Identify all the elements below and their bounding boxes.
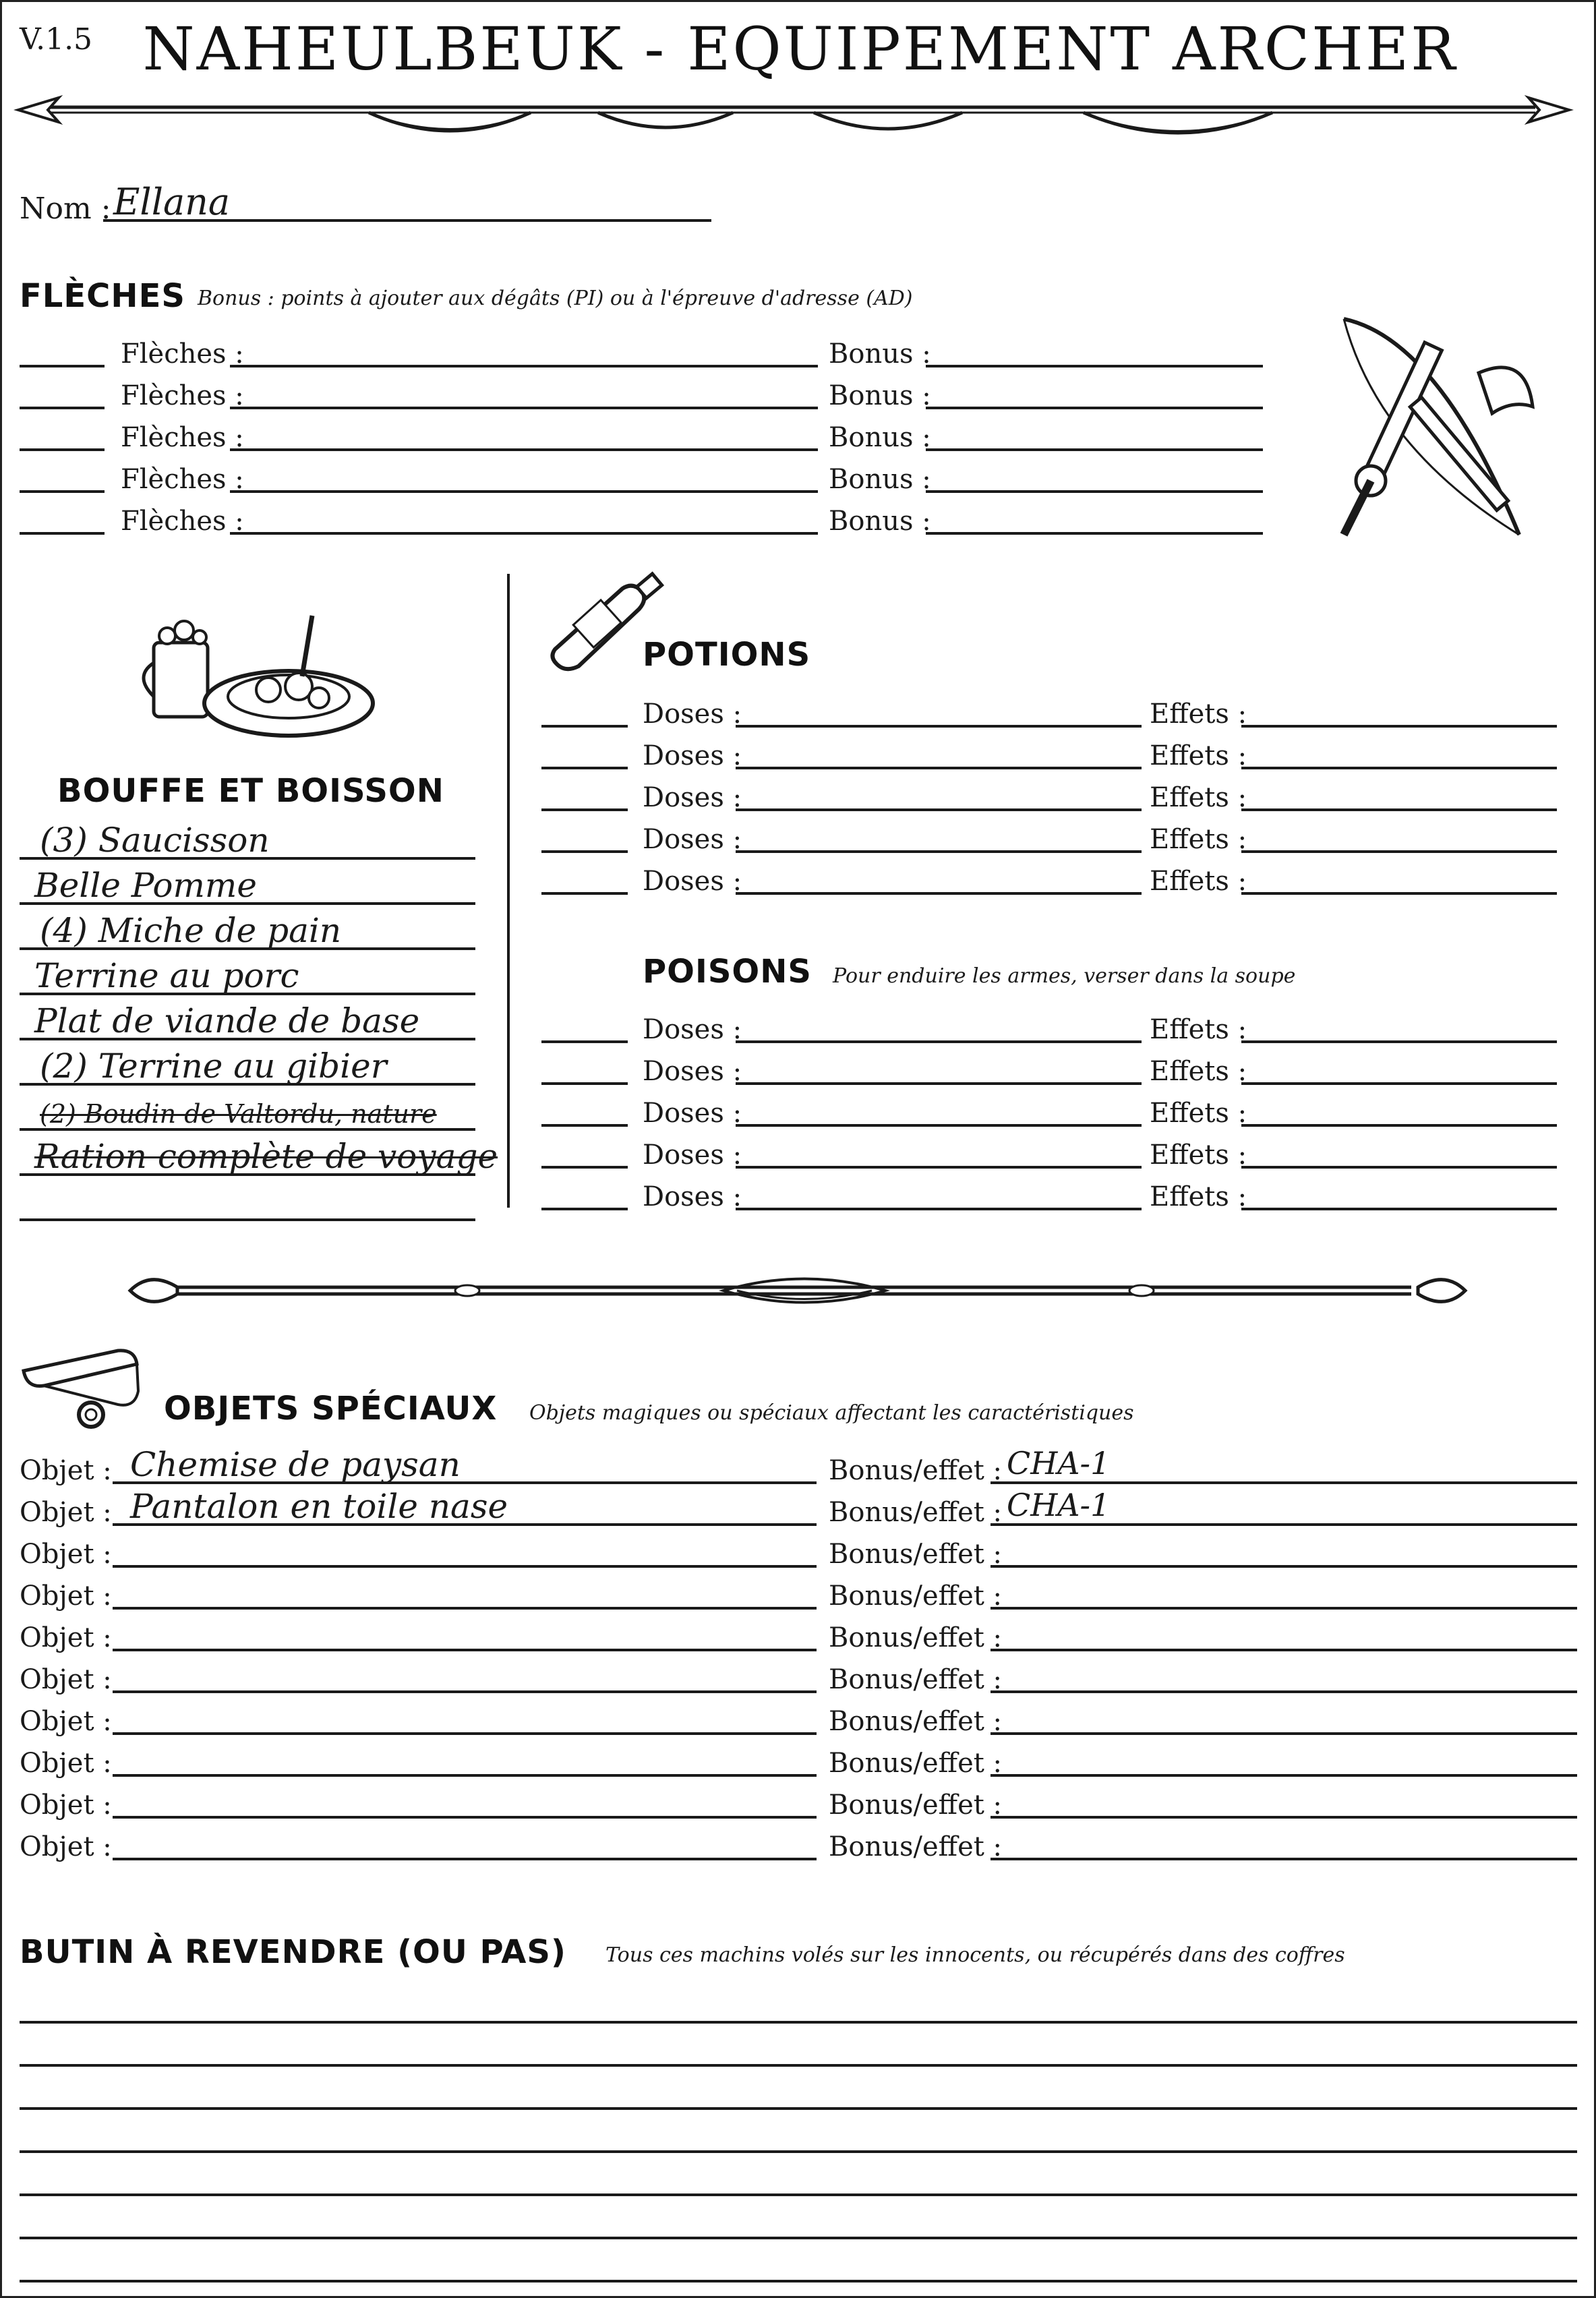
potions-doses-field[interactable]: [736, 725, 1142, 728]
poisons-doses-field[interactable]: [736, 1166, 1142, 1169]
bouffe-heading: BOUFFE ET BOISSON: [57, 772, 444, 810]
objet-field[interactable]: [113, 1858, 817, 1860]
objet-value[interactable]: Chemise de paysan: [130, 1445, 461, 1484]
potions-doses-label: Doses :: [643, 740, 742, 771]
poisons-qty-field[interactable]: [541, 1208, 628, 1210]
bonus-effet-field[interactable]: [991, 1607, 1577, 1610]
name-field[interactable]: Ellana: [113, 181, 231, 223]
version-label: V.1.5: [20, 22, 93, 57]
bouffe-item[interactable]: (2) Terrine au gibier: [40, 1047, 387, 1086]
objet-label: Objet :: [20, 1539, 112, 1570]
bonus-effet-label: Bonus/effet :: [829, 1455, 1003, 1486]
potions-effets-field[interactable]: [1241, 767, 1557, 769]
potions-qty-field[interactable]: [541, 892, 628, 895]
bonus-effet-label: Bonus/effet :: [829, 1581, 1003, 1612]
fleches-bonus-label: Bonus :: [829, 380, 931, 411]
column-separator: [507, 574, 510, 1208]
bonus-effet-label: Bonus/effet :: [829, 1664, 1003, 1695]
fleches-bonus-field[interactable]: [926, 448, 1263, 451]
poisons-heading: POISONS: [643, 953, 812, 991]
objet-field[interactable]: [113, 1774, 817, 1777]
potions-effets-label: Effets :: [1150, 699, 1247, 730]
bonus-effet-field[interactable]: [991, 1690, 1577, 1693]
potions-effets-field[interactable]: [1241, 725, 1557, 728]
scroll-and-ring-icon: [17, 1344, 158, 1432]
objet-field[interactable]: [113, 1607, 817, 1610]
potions-qty-field[interactable]: [541, 850, 628, 853]
bonus-effet-label: Bonus/effet :: [829, 1831, 1003, 1862]
potions-effets-field[interactable]: [1241, 850, 1557, 853]
objet-field[interactable]: [113, 1565, 817, 1568]
butin-line[interactable]: [20, 2193, 1577, 2196]
name-label: Nom :: [20, 192, 111, 226]
poisons-effets-label: Effets :: [1150, 1098, 1247, 1129]
objet-field[interactable]: [113, 1732, 817, 1735]
poisons-qty-field[interactable]: [541, 1124, 628, 1127]
butin-note: Tous ces machins volés sur les innocents, ou récupérés dans des coffres: [605, 1943, 1345, 1967]
fleches-qty-field[interactable]: [20, 490, 105, 493]
fleches-bonus-label: Bonus :: [829, 422, 931, 453]
fleches-bonus-field[interactable]: [926, 365, 1263, 367]
poisons-doses-field[interactable]: [736, 1040, 1142, 1043]
potions-qty-field[interactable]: [541, 725, 628, 728]
crossed-weapons-icon: [1317, 312, 1560, 555]
butin-heading: BUTIN À REVENDRE (OU PAS): [20, 1933, 566, 1971]
poisons-doses-field[interactable]: [736, 1124, 1142, 1127]
bonus-effet-field[interactable]: [991, 1732, 1577, 1735]
potions-effets-field[interactable]: [1241, 892, 1557, 895]
potions-doses-label: Doses :: [643, 866, 742, 897]
fleches-qty-field[interactable]: [20, 365, 105, 367]
objet-label: Objet :: [20, 1581, 112, 1612]
potions-doses-label: Doses :: [643, 699, 742, 730]
potions-doses-label: Doses :: [643, 824, 742, 855]
fleches-name-field[interactable]: [230, 407, 818, 409]
fleches-label: Flèches :: [121, 338, 244, 370]
poisons-doses-label: Doses :: [643, 1181, 742, 1212]
bouffe-line[interactable]: [20, 1218, 475, 1221]
potions-effets-label: Effets :: [1150, 782, 1247, 813]
fleches-bonus-field[interactable]: [926, 532, 1263, 535]
potions-qty-field[interactable]: [541, 767, 628, 769]
objet-field[interactable]: [113, 1649, 817, 1651]
bonus-effet-label: Bonus/effet :: [829, 1706, 1003, 1737]
poisons-effets-field[interactable]: [1241, 1124, 1557, 1127]
potions-doses-label: Doses :: [643, 782, 742, 813]
fleches-qty-field[interactable]: [20, 407, 105, 409]
bonus-effet-label: Bonus/effet :: [829, 1539, 1003, 1570]
potions-doses-field[interactable]: [736, 892, 1142, 895]
bonus-effet-field[interactable]: [991, 1565, 1577, 1568]
bonus-effet-label: Bonus/effet :: [829, 1497, 1003, 1528]
poisons-doses-label: Doses :: [643, 1140, 742, 1171]
objet-label: Objet :: [20, 1497, 112, 1528]
poisons-effets-label: Effets :: [1150, 1056, 1247, 1087]
bouffe-item[interactable]: (4) Miche de pain: [40, 911, 342, 950]
fleches-name-field[interactable]: [230, 448, 818, 451]
butin-line[interactable]: [20, 2107, 1577, 2110]
objets-heading: OBJETS SPÉCIAUX: [164, 1390, 498, 1427]
bonus-effet-field[interactable]: [991, 1523, 1577, 1526]
bonus-effet-label: Bonus/effet :: [829, 1748, 1003, 1779]
page-title: NAHEULBEUK - EQUIPEMENT ARCHER: [142, 14, 1458, 84]
poisons-effets-field[interactable]: [1241, 1040, 1557, 1043]
potions-doses-field[interactable]: [736, 850, 1142, 853]
poisons-qty-field[interactable]: [541, 1040, 628, 1043]
poisons-effets-label: Effets :: [1150, 1014, 1247, 1045]
fleches-bonus-field[interactable]: [926, 407, 1263, 409]
poisons-effets-label: Effets :: [1150, 1181, 1247, 1212]
poisons-qty-field[interactable]: [541, 1082, 628, 1085]
bonus-effet-field[interactable]: [991, 1816, 1577, 1819]
poisons-effets-field[interactable]: [1241, 1166, 1557, 1169]
fleches-note: Bonus : points à ajouter aux dégâts (PI) ou à l'épreuve d'adresse (AD): [198, 287, 913, 310]
objets-note: Objets magiques ou spéciaux affectant les caractéristiques: [529, 1401, 1134, 1425]
bouffe-item[interactable]: Belle Pomme: [34, 866, 257, 905]
potions-effets-label: Effets :: [1150, 824, 1247, 855]
bonus-effet-field[interactable]: [991, 1858, 1577, 1860]
fleches-heading: FLÈCHES: [20, 277, 185, 315]
fleches-bonus-label: Bonus :: [829, 338, 931, 370]
potions-effets-label: Effets :: [1150, 866, 1247, 897]
bonus-effet-field[interactable]: [991, 1481, 1577, 1484]
fleches-name-field[interactable]: [230, 490, 818, 493]
bonus-effet-value[interactable]: CHA-1: [1007, 1445, 1111, 1481]
bouffe-item[interactable]: Plat de viande de base: [34, 1001, 420, 1040]
objet-field[interactable]: [113, 1690, 817, 1693]
poisons-note: Pour enduire les armes, verser dans la soupe: [833, 964, 1296, 988]
fleches-qty-field[interactable]: [20, 448, 105, 451]
potions-qty-field[interactable]: [541, 808, 628, 811]
bonus-effet-field[interactable]: [991, 1649, 1577, 1651]
butin-line[interactable]: [20, 2150, 1577, 2153]
potions-doses-field[interactable]: [736, 808, 1142, 811]
food-and-beer-icon: [140, 602, 383, 744]
objet-label: Objet :: [20, 1748, 112, 1779]
bouffe-item[interactable]: (2) Boudin de Valtordu, nature: [40, 1099, 437, 1129]
objet-field[interactable]: [113, 1816, 817, 1819]
bouffe-item[interactable]: Ration complète de voyage: [34, 1137, 498, 1176]
poisons-doses-field[interactable]: [736, 1082, 1142, 1085]
butin-line[interactable]: [20, 2280, 1577, 2282]
bouffe-item[interactable]: Terrine au porc: [34, 956, 299, 995]
objet-label: Objet :: [20, 1664, 112, 1695]
fleches-name-field[interactable]: [230, 532, 818, 535]
objet-value[interactable]: Pantalon en toile nase: [130, 1487, 508, 1526]
poisons-doses-label: Doses :: [643, 1098, 742, 1129]
poisons-effets-field[interactable]: [1241, 1208, 1557, 1210]
butin-line[interactable]: [20, 2021, 1577, 2024]
objet-label: Objet :: [20, 1831, 112, 1862]
fleches-label: Flèches :: [121, 380, 244, 411]
objet-label: Objet :: [20, 1455, 112, 1486]
fleches-bonus-label: Bonus :: [829, 464, 931, 495]
potions-heading: POTIONS: [643, 636, 811, 674]
fleches-label: Flèches :: [121, 506, 244, 537]
poisons-doses-label: Doses :: [643, 1056, 742, 1087]
bouffe-item[interactable]: (3) Saucisson: [40, 821, 270, 860]
bonus-effet-value[interactable]: CHA-1: [1007, 1487, 1111, 1523]
butin-line[interactable]: [20, 2237, 1577, 2239]
potions-effets-label: Effets :: [1150, 740, 1247, 771]
fleches-qty-field[interactable]: [20, 532, 105, 535]
poisons-effets-field[interactable]: [1241, 1082, 1557, 1085]
fleches-bonus-label: Bonus :: [829, 506, 931, 537]
fleches-name-field[interactable]: [230, 365, 818, 367]
fleches-bonus-field[interactable]: [926, 490, 1263, 493]
fleches-label: Flèches :: [121, 422, 244, 453]
arrow-divider-icon: [18, 88, 1569, 142]
poisons-effets-label: Effets :: [1150, 1140, 1247, 1171]
potions-doses-field[interactable]: [736, 767, 1142, 769]
poisons-qty-field[interactable]: [541, 1166, 628, 1169]
objet-label: Objet :: [20, 1706, 112, 1737]
butin-line[interactable]: [20, 2064, 1577, 2067]
poisons-doses-label: Doses :: [643, 1014, 742, 1045]
bonus-effet-label: Bonus/effet :: [829, 1622, 1003, 1653]
bonus-effet-field[interactable]: [991, 1774, 1577, 1777]
potions-effets-field[interactable]: [1241, 808, 1557, 811]
objet-label: Objet :: [20, 1790, 112, 1821]
poisons-doses-field[interactable]: [736, 1208, 1142, 1210]
staff-divider-icon: [130, 1267, 1465, 1314]
fleches-label: Flèches :: [121, 464, 244, 495]
bonus-effet-label: Bonus/effet :: [829, 1790, 1003, 1821]
objet-label: Objet :: [20, 1622, 112, 1653]
